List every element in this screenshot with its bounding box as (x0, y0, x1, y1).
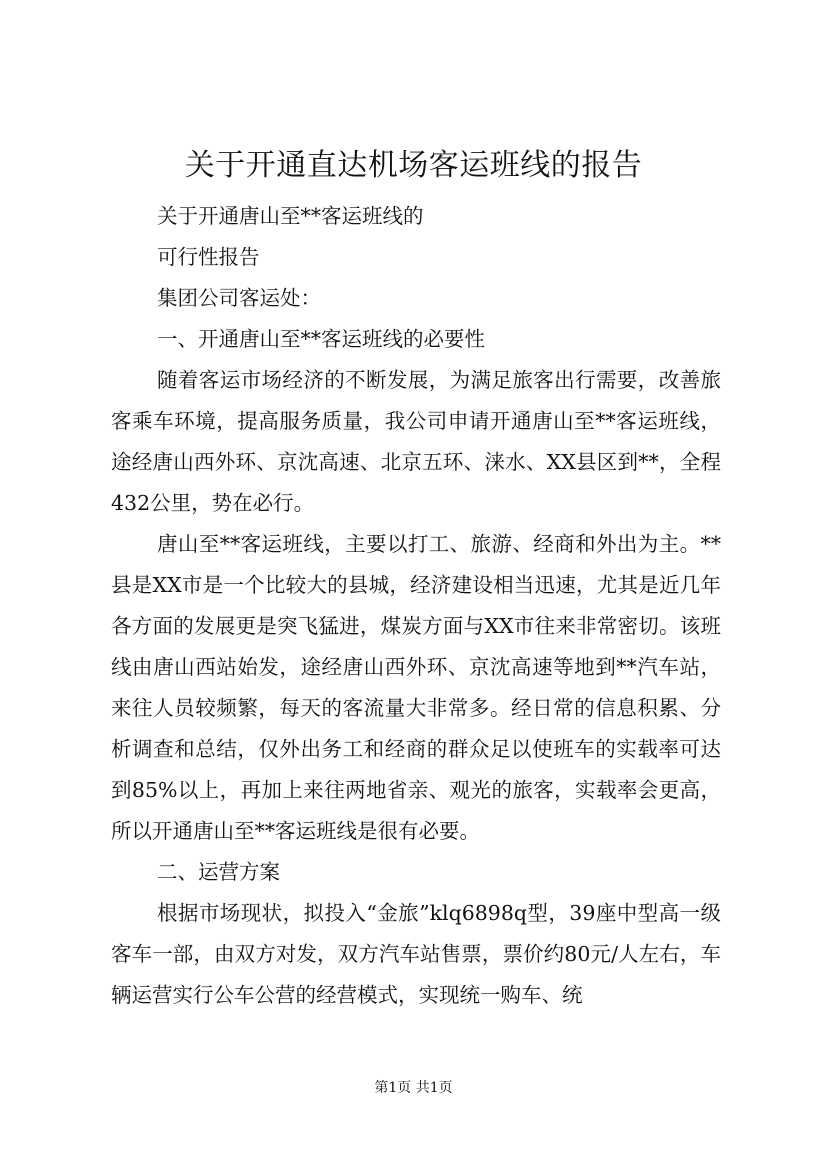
document-title: 关于开通直达机场客运班线的报告 (184, 148, 643, 183)
paragraph-1: 随着客运市场经济的不断发展，为满足旅客出行需要，改善旅客乘车环境，提高服务质量，我公司申请开通唐山至**客运班线，途经唐山西外环、京沈高速、北京五环、涞水、XX县区到**，全程432公里，势在必行。 (111, 368, 721, 515)
paragraph-2: 唐山至**客运班线，主要以打工、旅游、经商和外出为主。**县是XX市是一个比较大的县城，经济建设相当迅速，尤其是近几年各方面的发展更是突飞猛进，煤炭方面与XX市往来非常密切。该班线由唐山西站始发，途经唐山西外环、京沈高速等地到**汽车站，来往人员较频繁，每天的客流量大非常多。经日常的信息积累、分析调查和总结，仅外出务工和经商的群众足以使班车的实载率可达到85%以上，再加上来往两地省亲、观光的旅客，实载率会更高，所以开通唐山至**客运班线是很有必要。 (111, 532, 721, 843)
addressee: 集团公司客运处： (157, 286, 321, 310)
section-2-heading: 二、运营方案 (157, 860, 280, 884)
paragraph-3: 根据市场现状，拟投入“金旅”klq6898q型，39座中型高一级客车一部，由双方对发，双方汽车站售票，票价约80元/人左右，车辆运营实行公车公营的经营模式，实现统一购车、统 (111, 901, 721, 1007)
section-1-heading: 一、开通唐山至**客运班线的必要性 (157, 327, 485, 351)
heading-line-2: 可行性报告 (157, 245, 260, 269)
page-number-footer: 第1页 共1页 (374, 1080, 453, 1096)
heading-line-1: 关于开通唐山至**客运班线的 (157, 204, 424, 228)
document-body (111, 196, 721, 1016)
